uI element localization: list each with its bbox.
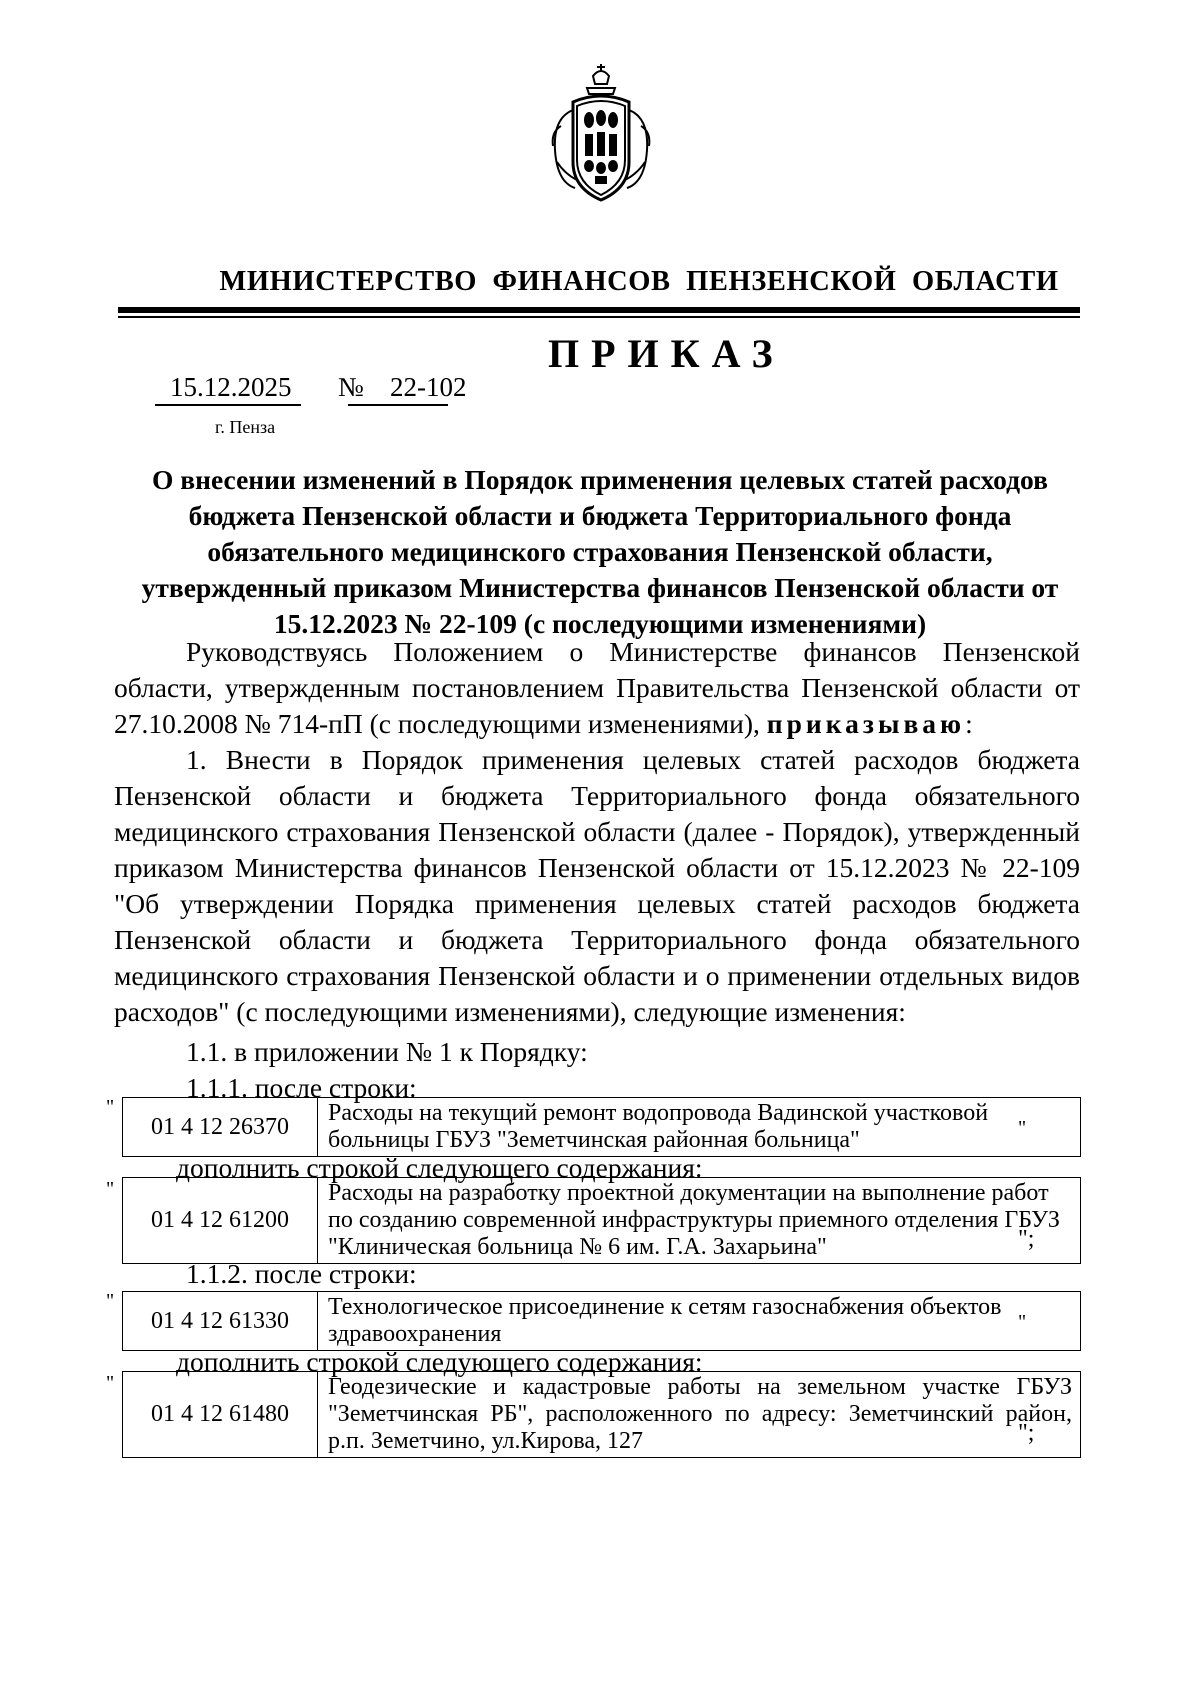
title-line: обязательного медицинского страхования Пензенской области,	[207, 536, 993, 567]
preamble-emphasis: приказываю	[766, 708, 966, 739]
order-date: 15.12.2025	[170, 372, 292, 402]
coat-of-arms-emblem	[543, 62, 659, 212]
order-title: ПРИКАЗ	[548, 331, 785, 376]
city: г. Пенза	[215, 417, 276, 437]
number-sign: №	[338, 372, 364, 402]
open-quote: "	[106, 1178, 115, 1200]
row-text: Расходы на разработку проектной документации на выполнение работ по созданию современной инфраструктуры приемного отделения ГБУЗ "Клиническая больница № 6 им. Г.А. Захарьина"	[318, 1178, 1081, 1264]
item-1-paragraph: 1. Внести в Порядок применения целевых статей расходов бюджета Пензенской области и бюджета Территориального фонда обязательного медицинского страхования Пензенской области (далее - Порядок), утвержденный приказом Министерства финансов Пензенской области от 15.12.2023 № 22-109 "Об утверждении Порядка применения целевых статей расходов бюджета Пензенской области и бюджета Территориального фонда обязательного медицинского страхования Пензенской области и о применении отдельных видов расходов" (с последующими изменениями), следующие изменения:	[114, 744, 1080, 1027]
add-row-instruction-2: дополнить строкой следующего содержания:	[176, 1346, 703, 1377]
document-title	[120, 462, 1080, 642]
row-text: Технологическое присоединение к сетям газоснабжения объектов здравоохранения	[318, 1292, 1081, 1351]
add-row-instruction-1: дополнить строкой следующего содержания:	[176, 1152, 703, 1183]
preamble-paragraph	[114, 634, 1080, 742]
number-underline	[348, 404, 448, 406]
table-row	[123, 1098, 1081, 1157]
row-code: 01 4 12 61480	[123, 1372, 318, 1458]
close-quote-semicolon: ";	[1018, 1226, 1035, 1252]
row-text: Геодезические и кадастровые работы на земельном участке ГБУЗ "Земетчинская РБ", расположенного по адресу: Земетчинский район, р.п. Земетчино, ул.Кирова, 127	[318, 1372, 1081, 1458]
item-1-1-1: 1.1.1. после строки:	[186, 1072, 417, 1103]
open-quote: "	[106, 1096, 115, 1118]
title-line: бюджета Пензенской области и бюджета Территориального фонда	[188, 500, 1012, 531]
table-row	[123, 1178, 1081, 1264]
row-code: 01 4 12 61330	[123, 1292, 318, 1351]
row-table-1	[122, 1097, 1081, 1157]
table-row	[123, 1372, 1081, 1458]
row-code: 01 4 12 61200	[123, 1178, 318, 1264]
title-line: О внесении изменений в Порядок применения целевых статей расходов	[152, 464, 1048, 495]
row-code: 01 4 12 26370	[123, 1098, 318, 1157]
item-1-1: 1.1. в приложении № 1 к Порядку:	[186, 1036, 588, 1067]
preamble-end: :	[965, 708, 973, 739]
order-number: 22-102	[390, 372, 467, 402]
row-table-4	[122, 1371, 1081, 1458]
row-text: Расходы на текущий ремонт водопровода Вадинской участковой больницы ГБУЗ "Земетчинская районная больница"	[318, 1098, 1081, 1157]
title-line: 15.12.2023 № 22-109 (с последующими изменениями)	[273, 608, 927, 639]
title-line: утвержденный приказом Министерства финансов Пензенской области от	[141, 572, 1059, 603]
close-quote: "	[1018, 1117, 1027, 1139]
row-table-2	[122, 1177, 1081, 1264]
table-row	[123, 1292, 1081, 1351]
header-rule-thick	[118, 307, 1080, 313]
ministry-name: МИНИСТЕРСТВО ФИНАНСОВ ПЕНЗЕНСКОЙ ОБЛАСТИ	[219, 266, 1059, 297]
close-quote: "	[1018, 1311, 1027, 1333]
open-quote: "	[106, 1290, 115, 1312]
open-quote: "	[106, 1372, 115, 1394]
item-1-1-2: 1.1.2. после строки:	[186, 1258, 417, 1289]
header-rule-thin	[118, 316, 1080, 318]
preamble-text: Руководствуясь Положением о Министерстве финансов Пензенской области, утвержденным постановлением Правительства Пензенской области от 27.10.2008 № 714-пП (с последующими изменениями),	[114, 636, 1080, 739]
row-table-3	[122, 1291, 1081, 1351]
close-quote-semicolon: ";	[1018, 1420, 1035, 1446]
date-underline	[155, 404, 301, 406]
